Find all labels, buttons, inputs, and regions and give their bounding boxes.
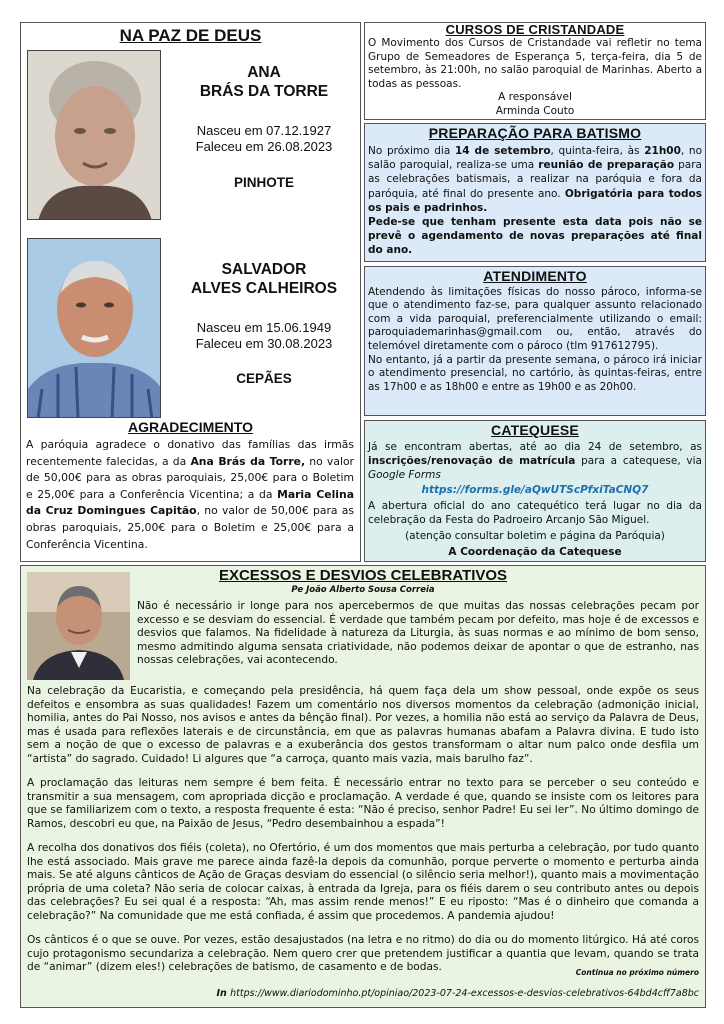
article-title: EXCESSOS E DESVIOS CELEBRATIVOS	[218, 567, 508, 584]
person-ana	[171, 63, 357, 190]
portrait-photo-salvador	[27, 238, 161, 418]
batismo-panel	[364, 123, 706, 262]
article-paragraph-3: A proclamação das leituras nem sempre é bem feita. É necessário entrar no texto para se perceber o seu conteúdo e transmitir a sua mensagem, com apropriada dicção e proclamação. A verdade é que, quando se insiste com os leitores para que se familiarizem com o texto, a resposta frequente é esta: “Não é preciso, senhor Padre! Eu sei ler”. No último domingo de Ramos, descobri eu que, na Paixão de Jesus, “Pedro desembainhou a espada”!	[27, 777, 699, 830]
person-name-line2: ALVES CALHEIROS	[190, 280, 338, 297]
obituary-title: NA PAZ DE DEUS	[119, 26, 262, 45]
obituary-box	[20, 22, 361, 562]
batismo-title: PREPARAÇÃO PARA BATISMO	[428, 125, 642, 141]
batismo-note: Pede-se que tenham presente esta data pois não se prevê o agendamento de novas preparações até final do ano.	[368, 216, 702, 257]
person-name-line2: BRÁS DA TORRE	[199, 83, 329, 100]
article-source: In https://www.diariodominho.pt/opiniao/2023-07-24-excessos-e-desvios-celebrativos-64bd4cff7a8bc	[216, 988, 699, 999]
person-name-line1: SALVADOR	[221, 261, 307, 278]
atendimento-text-1: Atendendo às limitações físicas do nosso pároco, informa-se que o atendimento faz-se, para qualquer assunto relacionado com a vida paroquial, preferencialmente utilizando o email: paroquiademarinhas@gmail.com ou, então, através do telemóvel diretamente com o pároco (tlm 917612795).	[368, 286, 702, 352]
article-author: Pe João Alberto Sousa Correia	[291, 585, 435, 595]
atendimento-title: ATENDIMENTO	[483, 268, 587, 284]
thanks-text: A paróquia agradece o donativo das famílias das irmãs recentemente falecidas, a da Ana Brás da Torre, no valor de 50,00€ para as obras paroquiais, 25,00€ para o Boletim e 25,00€ para a Conferência Vicentina; a da Maria Celina da Cruz Domingues Capitão, no valor de 50,00€ para as obras paroquiais, 25,00€ para o Boletim e 25,00€ para a Conferência Vicentina.	[26, 438, 354, 551]
cursos-panel	[364, 22, 706, 120]
person-place: CEPÃES	[236, 371, 292, 386]
batismo-text: No próximo dia 14 de setembro, quinta-feira, às 21h00, no salão paroquial, realiza-se uma reunião de preparação para as celebrações batismais, a realizar na paróquia e fora da paróquia, até final do presente ano. Obrigatória para todos os pais e padrinhos. Pede-se que tenham presente esta data pois não se prevê o agendamento de novas preparações até final do ano.	[368, 145, 703, 257]
portrait-man-image	[28, 239, 161, 418]
thanks-title: AGRADECIMENTO	[128, 419, 253, 435]
article-source-link[interactable]: https://www.diariodominho.pt/opiniao/2023-07-24-excessos-e-desvios-celebrativos-64bd4cff7a8bc	[230, 988, 699, 999]
atendimento-text-2: No entanto, já a partir da presente semana, o pároco irá iniciar o atendimento presencial, no cartório, às quintas-feiras, entre as 17h00 e as 18h00 e entre as 19h00 e as 20h00.	[368, 354, 702, 393]
catequese-panel	[364, 420, 706, 562]
person-born: Nasceu em 15.06.1949	[196, 320, 332, 335]
article-paragraph-5: Os cânticos é o que se ouve. Por vezes, estão desajustados (na letra e no ritmo) do dia ou do momento litúrgico. Há até coros cujo protagonismo secundariza a celebração. Nem quero crer que pretendem justificar a quantia que levam, quando se trata de “animar” (dizem eles!) celebrações de batismo, de casamento e de bodas.	[27, 934, 699, 974]
person-died: Faleceu em 26.08.2023	[195, 139, 333, 154]
article-paragraph-4: A recolha dos donativos dos fiéis (coleta), no Ofertório, é um dos momentos que mais perturba a celebração, por tudo quanto lhe está associado. Mais grave me parece ainda fazê-la depois da comunhão, porque perverte o momento e perturba ainda mais. Se até alguns cânticos de Ação de Graças desviam do essencial (o silêncio seria melhor!), quanto mais a movimentação própria de uma coleta? Não seria de colocar caixas, à entrada da Igreja, para os fiéis darem o seu contributo antes ou depois das celebrações? Eu sei qual é a resposta: “Ah, mas assim rende menos!” E eu riposto: “Mas é o dinheiro que comanda a celebração?” Na comunidade que me está confiada, é assim que procedemos. A pandemia ajudou!	[27, 842, 699, 922]
person-died: Faleceu em 30.08.2023	[195, 336, 333, 351]
catequese-forms-link[interactable]: https://forms.gle/aQwUTScPfxiTaCNQ7	[421, 484, 649, 497]
person-born: Nasceu em 07.12.1927	[196, 123, 332, 138]
catequese-signature: A Coordenação da Catequese	[448, 545, 622, 558]
article-box	[20, 565, 706, 1008]
catequese-text-3: (atenção consultar boletim e página da Paróquia)	[405, 529, 665, 542]
catequese-text: Já se encontram abertas, até ao dia 24 de setembro, as inscrições/renovação de matrícula para a catequese, via Google Forms	[368, 441, 702, 481]
catequese-text-2: A abertura oficial do ano catequético terá lugar no dia da celebração da Festa do Padroeiro Arcanjo São Miguel.	[368, 500, 702, 526]
cursos-text: O Movimento dos Cursos de Cristandade vai refletir no tema Grupo de Semeadores de Esperança 5, terça-feira, dia 5 de setembro, às 21:00h, no salão paroquial de Marinhas. Aberto a todas as pessoas.	[368, 37, 702, 90]
catequese-title: CATEQUESE	[491, 422, 579, 438]
cursos-title: CURSOS DE CRISTANDADE	[445, 22, 625, 37]
portrait-photo-ana	[27, 50, 161, 220]
person-place: PINHOTE	[233, 175, 294, 190]
portrait-elderly-woman-image	[28, 51, 161, 220]
cursos-signature-name: Arminda Couto	[495, 104, 575, 117]
article-continue-note: Continua no próximo número	[575, 968, 699, 977]
atendimento-panel	[364, 266, 706, 416]
person-salvador	[171, 260, 357, 386]
article-paragraph-2: Na celebração da Eucaristia, e começando pela presidência, há quem faça dela um show pessoal, onde expõe os seus defeitos e ensombra as suas qualidades! Fazem um comentário nos diversos momentos da celebração (admonição inicial, homilia, antes do Pai Nosso, nos avisos e antes da bênção final). Por vezes, a homilia não está ao serviço da Palavra de Deus, mas é usada para reflexões laterais e de circunstância, em que as palavras humanas abafam a Palavra divina. E tudo isto sem a noção de que o excesso de palavras e a exuberância dos gestos transformam o altar num palco onde desfila um “artista” do sagrado. Cuidado! Li algures que “a carroça, quanto mais vazia, mais barulho faz”.	[27, 685, 699, 765]
article-paragraph-1: Não é necessário ir longe para nos apercebermos de que muitas das nossas celebrações pecam por excesso e se desviam do essencial. É verdade que também pecam por defeito, mas hoje é de excessos e desvios que falamos. Na fidelidade à natureza da Liturgia, às suas normas e ao mínimo de bom senso, mesmo admitindo alguma sensata criatividade, não podemos deixar de apontar o que de estranho, nas nossas celebrações, vai acontecendo.	[137, 600, 699, 667]
cursos-signature-role: A responsável	[498, 91, 572, 104]
person-name-line1: ANA	[247, 64, 281, 81]
